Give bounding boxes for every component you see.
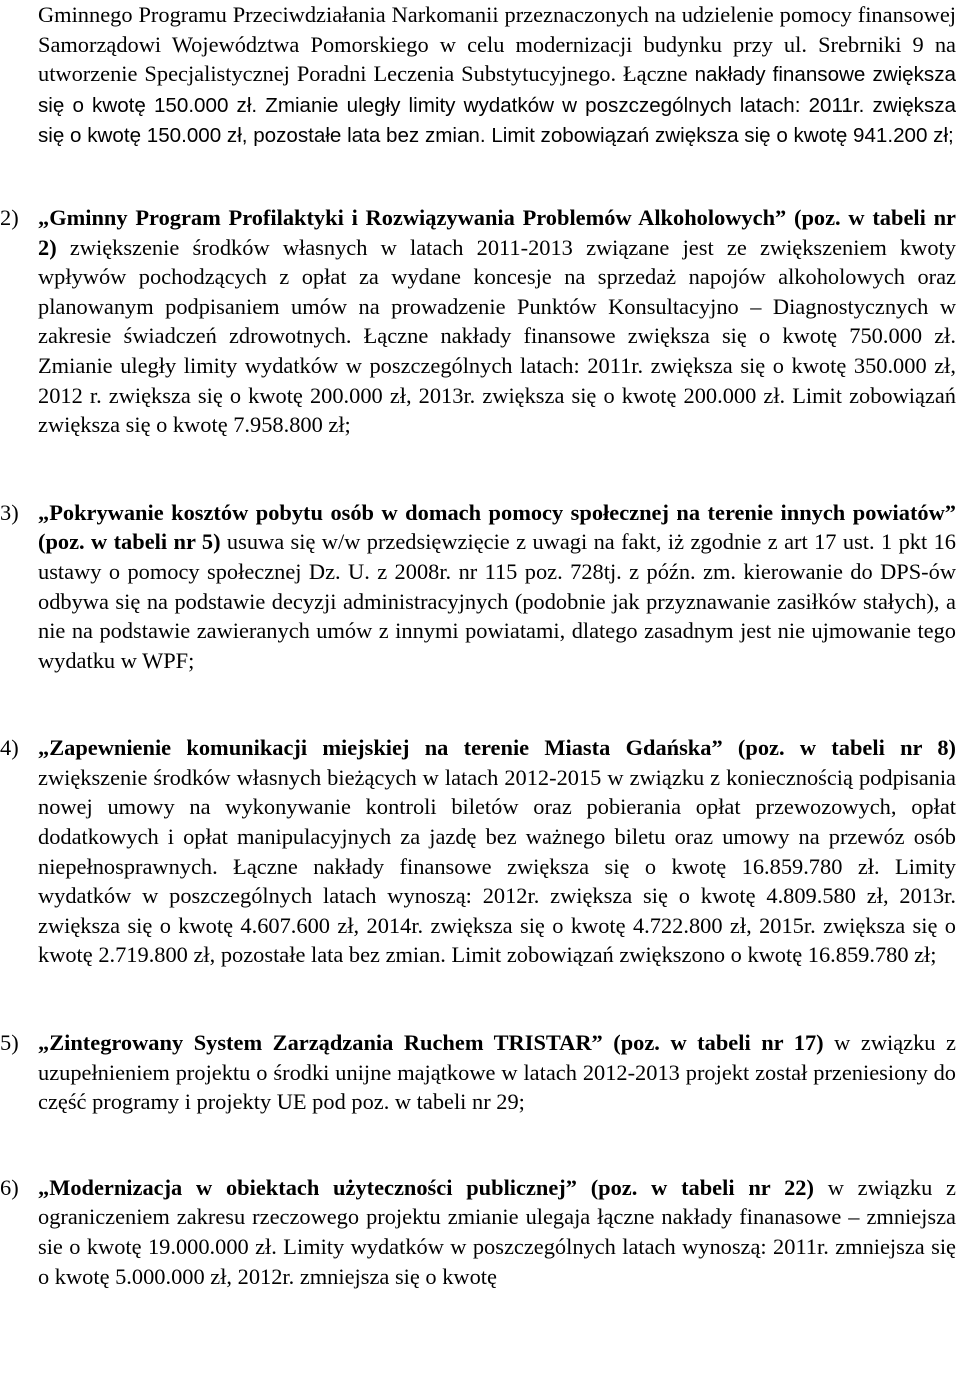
- intro-sans-text: nakłady finansowe zwiększa się o kwotę 150.000 zł. Zmianie uległy limity wydatków w poszczególnych latach: 2011r. zwiększa się o kwotę 150.000 zł, pozostałe lata bez zmian. Limit zobowiązań zwiększa się o kwotę 941.200 zł;: [38, 63, 956, 148]
- item-title: „Pokrywanie kosztów pobytu osób w domach pomocy społecznej na terenie innych powiatów” (poz. w tabeli nr 5): [38, 499, 956, 555]
- list-item-3: [0, 498, 956, 676]
- list-item-5: [0, 1028, 957, 1117]
- item-title: „Gminny Program Profilaktyki i Rozwiązywania Problemów Alkoholowych” (poz. w tabeli nr 2): [38, 204, 956, 260]
- item-number: 2): [0, 204, 19, 230]
- item-body: usuwa się w/w przedsięwzięcie z uwagi na fakt, iż zgodnie z art 17 ust. 1 pkt 16 ustawy o pomocy społecznej Dz. U. z 2008r. nr 115 poz. 728tj. z późn. zm. kierowanie do DPS-ów odbywa się na podstawie decyzji administracyjnych (podobnie jak przyznawanie zasiłków stałych), a nie na podstawie zawieranych umów z innymi powiatami, dlatego zasadnym jest nie ujmowanie tego wydatku w WPF;: [38, 529, 956, 673]
- item-title: „Zapewnienie komunikacji miejskiej na terenie Miasta Gdańska” (poz. w tabeli nr 8): [38, 735, 956, 761]
- intro-serif-text: Gminnego Programu Przeciwdziałania Narkomanii przeznaczonych na udzielenie pomocy finansowej Samorządowi Województwa Pomorskiego w celu modernizacji budynku przy ul. Srebrniki 9 na utworzenie Specjalistycznej Poradni Leczenia Substytucyjnego. Łączne: [38, 2, 956, 87]
- item-number: 4): [0, 735, 19, 761]
- item-title: „Modernizacja w obiektach użyteczności publicznej” (poz. w tabeli nr 22): [38, 1174, 814, 1200]
- item-number: 3): [0, 499, 19, 525]
- item-body: zwiększenie środków własnych w latach 2011-2013 związane jest ze zwiększeniem kwoty wpływów pochodzących z opłat za wydane koncesje na sprzedaż napojów alkoholowych oraz planowanym podpisaniem umów na prowadzenie Punktów Konsultacyjno – Diagnostycznych w zakresie świadczeń zdrowotnych. Łączne nakłady finansowe zwiększa się o kwotę 750.000 zł. Zmianie uległy limity wydatków w poszczególnych latach: 2011r. zwiększa się o kwotę 350.000 zł, 2012 r. zwiększa się o kwotę 200.000 zł, 2013r. zwiększa się o kwotę 200.000 zł. Limit zobowiązań zwiększa się o kwotę 7.958.800 zł;: [38, 234, 956, 438]
- item-body: zwiększenie środków własnych bieżących w latach 2012-2015 w związku z koniecznością podpisania nowej umowy na wykonywanie kontroli biletów oraz pobierania opłat przewozowych, opłat dodatkowych i opłat manipulacyjnych za jazdę bez ważnego biletu oraz umowy na przewóz osób niepełnosprawnych. Łączne nakłady finansowe zwiększa się o kwotę 16.859.780 zł. Limity wydatków w poszczególnych latach wynoszą: 2012r. zwiększa się o kwotę 4.809.580 zł, 2013r. zwiększa się o kwotę 4.607.600 zł, 2014r. zwiększa się o kwotę 4.722.800 zł, 2015r. zwiększa się o kwotę 2.719.800 zł, pozostałe lata bez zmian. Limit zobowiązań zwiększono o kwotę 16.859.780 zł;: [38, 764, 956, 968]
- item-number: 6): [0, 1174, 19, 1200]
- item-body: w związku z ograniczeniem zakresu rzeczowego projektu zmianie ulegaja łączne nakłady finanasowe – zmniejsza sie o kwotę 19.000.000 zł. Limity wydatków w poszczególnych latach wynoszą: 2011r. zmniejsza się o kwotę 5.000.000 zł, 2012r. zmniejsza się o kwotę: [38, 1174, 956, 1289]
- list-item-2: [0, 203, 956, 440]
- item-body: w związku z uzupełnieniem projektu o środki unijne majątkowe w latach 2012-2013 projekt został przeniesiony do część programy i projekty UE pod poz. w tabeli nr 29;: [38, 1030, 957, 1115]
- intro-paragraph: [38, 0, 956, 151]
- list-item-6: [0, 1173, 956, 1291]
- item-number: 5): [0, 1030, 19, 1056]
- list-item-4: [0, 733, 956, 970]
- item-title: „Zintegrowany System Zarządzania Ruchem TRISTAR” (poz. w tabeli nr 17): [38, 1030, 824, 1056]
